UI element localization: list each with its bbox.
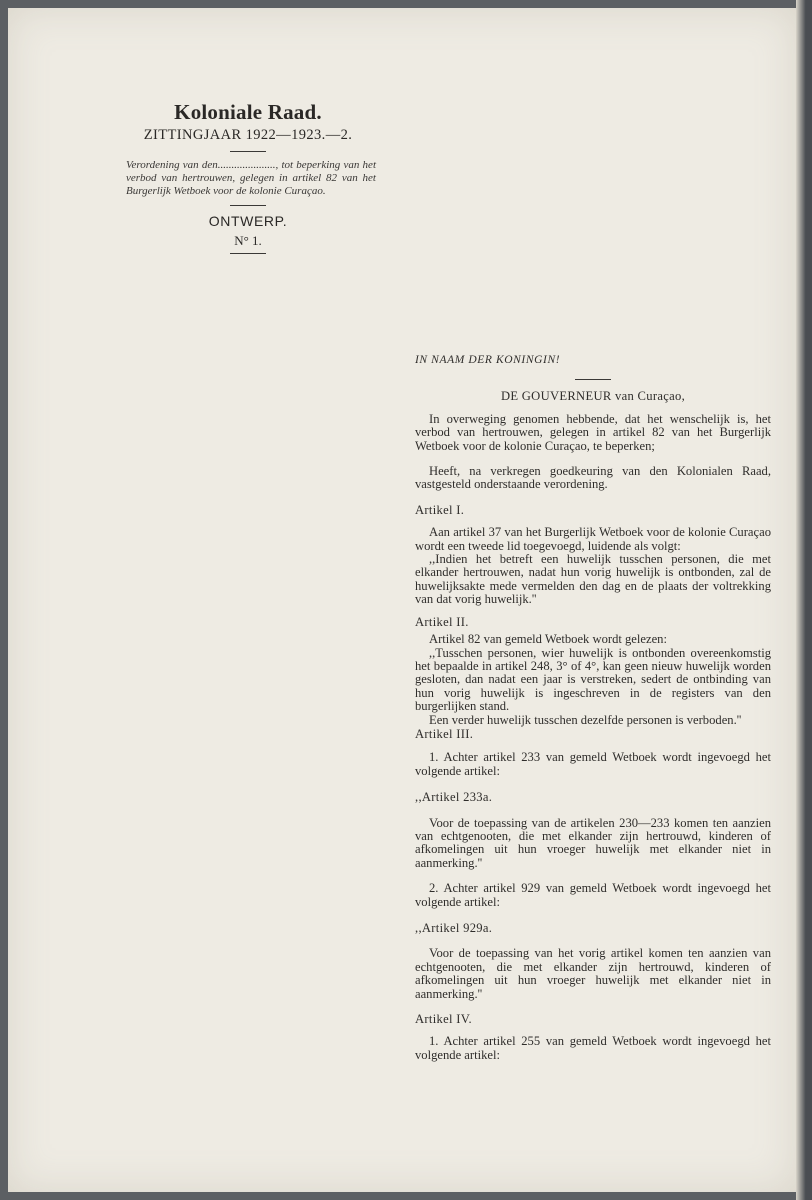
divider [575, 379, 611, 380]
considering-paragraph: In overweging genomen hebbende, dat het wenschelijk is, het verbod van hertrouwen, gelegen in artikel 82 van het Burgerlijk Wetboek voor de kolonie Curaçao, te beperken; [415, 411, 771, 453]
ordinance-body [415, 354, 771, 1062]
sub-article-heading: ,,Artikel 929a. [415, 921, 493, 935]
document-header [118, 100, 378, 261]
council-title: Koloniale Raad. [174, 100, 322, 124]
article-paragraph: 1. Achter artikel 233 van gemeld Wetboek wordt ingevoegd het volgende artikel: [415, 750, 771, 778]
article-heading: Artikel III. [415, 726, 474, 741]
document-number: N° 1. [234, 233, 262, 248]
document-page [8, 8, 796, 1192]
article-paragraph: Voor de toepassing van het vorig artikel komen ten aanzien van echtgenooten, die met elkander zijn hertrouwd, kinderen of afkomelingen uit hun vroeger huwelijk met elkander niet in aanmerking.'' [415, 946, 771, 1001]
page-edge-shadow [796, 0, 812, 1200]
article-paragraph: Een verder huwelijk tusschen dezelfde personen is verboden.'' [429, 712, 742, 727]
article-paragraph: Artikel 82 van gemeld Wetboek wordt gelezen: [429, 632, 667, 647]
ordinance-description: Verordening van den....................., tot beperking van het verbod van hertrouwen, gelegen in artikel 82 van het Burgerlijk Wetboek voor de kolonie Curaçao. [126, 159, 376, 197]
article-heading: Artikel II. [415, 614, 469, 629]
enactment-paragraph: Heeft, na verkregen goedkeuring van den Kolonialen Raad, vastgesteld onderstaande verordening. [415, 464, 771, 492]
divider [230, 253, 266, 254]
article-paragraph: ,,Indien het betreft een huwelijk tusschen personen, die met elkander hertrouwen, nadat hun vorig huwelijk is ontbonden, zal de huwelijksakte mede vermelden den dag en de plaats der voltrekking van dat vorig huwelijk.'' [415, 552, 771, 607]
article-paragraph: 2. Achter artikel 929 van gemeld Wetboek wordt ingevoegd het volgende artikel: [415, 881, 771, 909]
article-paragraph: 1. Achter artikel 255 van gemeld Wetboek wordt ingevoegd het volgende artikel: [415, 1034, 771, 1062]
governor-line: DE GOUVERNEUR van Curaçao, [500, 389, 686, 404]
article-heading: Artikel IV. [415, 1012, 472, 1027]
article-heading: Artikel I. [415, 502, 465, 517]
article-paragraph: Voor de toepassing van de artikelen 230—233 komen ten aanzien van echtgenooten, die met elkander zijn hertrouwd, kinderen of afkomelingen uit hun vroeger huwelijk met elkander niet in aanmerking.'' [415, 815, 771, 870]
sub-article-heading: ,,Artikel 233a. [415, 790, 493, 805]
article-paragraph: ,,Tusschen personen, wier huwelijk is ontbonden overeenkomstig het bepaalde in artikel 248, 3° of 4°, kan geen nieuw huwelijk worden gesloten, dan nadat een jaar is verstreken, sedert de ontbinding van hun vorig huwelijk is ingeschreven in de registers van den burgerlijken stand. [415, 645, 771, 714]
article-paragraph: Aan artikel 37 van het Burgerlijk Wetboek voor de kolonie Curaçao wordt een tweede lid toegevoegd, luidende als volgt: [415, 525, 771, 553]
divider [230, 205, 266, 206]
divider [230, 151, 266, 152]
invocation: IN NAAM DER KONINGIN! [415, 354, 561, 366]
session-year: ZITTINGJAAR 1922—1923.—2. [143, 127, 353, 143]
draft-label: ONTWERP. [208, 213, 288, 229]
